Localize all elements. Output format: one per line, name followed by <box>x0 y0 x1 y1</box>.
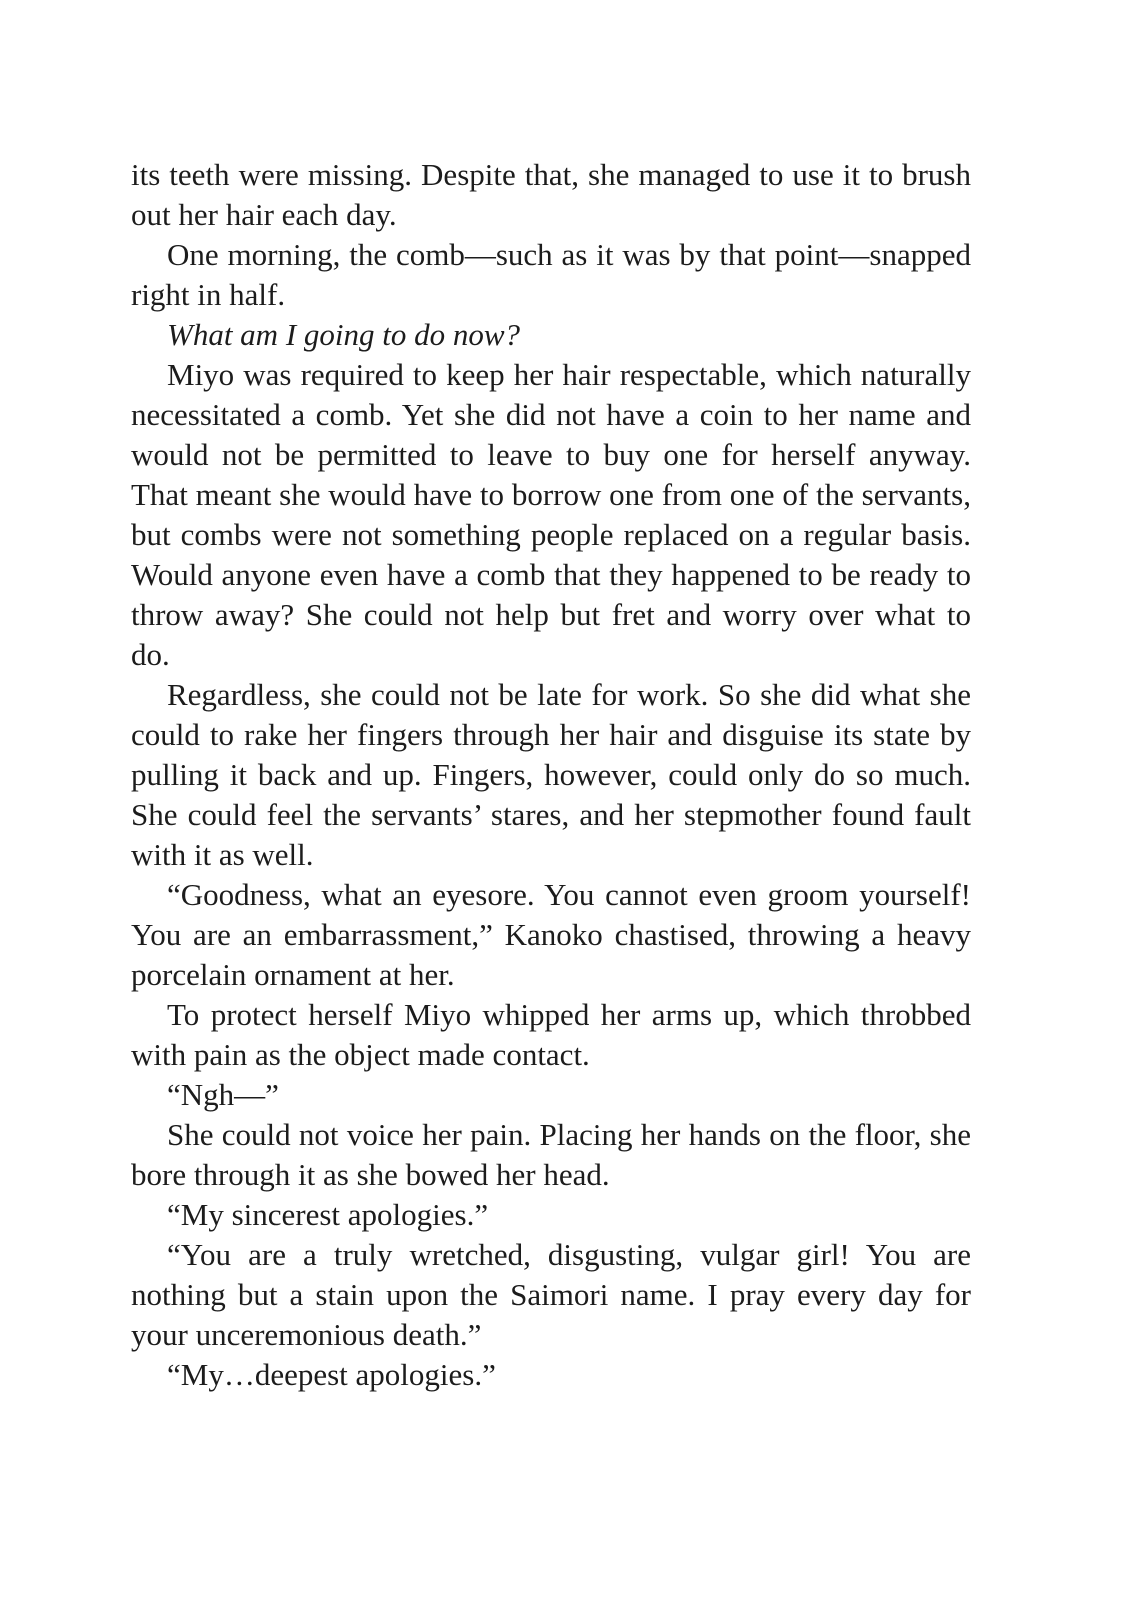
paragraph: its teeth were missing. Despite that, she managed to use it to brush out her hair each day. <box>131 157 971 232</box>
paragraph: She could not voice her pain. Placing her hands on the floor, she bore through it as she bowed her head. <box>131 1117 971 1192</box>
dialogue-line: “My sincerest apologies.” <box>167 1197 489 1232</box>
paragraph: To protect herself Miyo whipped her arms up, which throbbed with pain as the object made contact. <box>131 997 971 1072</box>
dialogue-line: “Ngh—” <box>167 1077 279 1112</box>
body-text <box>131 155 971 1395</box>
paragraph: Regardless, she could not be late for work. So she did what she could to rake her fingers through her hair and disguise its state by pulling it back and up. Fingers, however, could only do so much. She could feel the servants’ stares, and her stepmother found fault with it as well. <box>131 677 971 872</box>
paragraph: Miyo was required to keep her hair respectable, which naturally necessitated a comb. Yet she did not have a coin to her name and would not be permitted to leave to buy one for herself anyway. That meant she would have to borrow one from one of the servants, but combs were not something people replaced on a regular basis. Would anyone even have a comb that they happened to be ready to throw away? She could not help but fret and worry over what to do. <box>131 357 971 672</box>
dialogue-paragraph: “Goodness, what an eyesore. You cannot even groom yourself! You are an embarrassment,” Kanoko chastised, throwing a heavy porcelain ornament at her. <box>131 877 971 992</box>
dialogue-line: “My…deepest apologies.” <box>167 1357 496 1392</box>
inner-thought: What am I going to do now? <box>167 317 521 352</box>
dialogue-paragraph: “You are a truly wretched, disgusting, vulgar girl! You are nothing but a stain upon the Saimori name. I pray every day for your unceremonious death.” <box>131 1237 971 1352</box>
paragraph: One morning, the comb—such as it was by that point—snapped right in half. <box>131 237 971 312</box>
